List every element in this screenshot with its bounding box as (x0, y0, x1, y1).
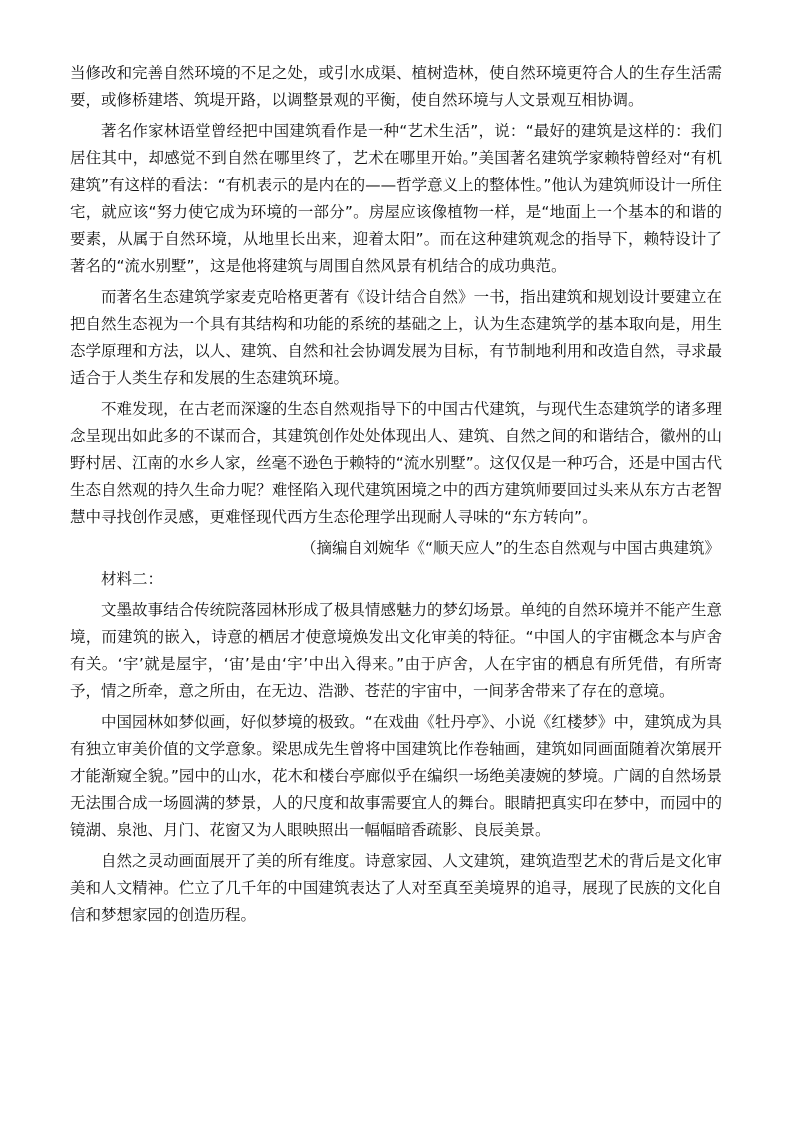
material-two-label: 材料二： (101, 570, 164, 588)
paragraph-ancient-architecture: 不难发现，在古老而深邃的生态自然观指导下的中国古代建筑，与现代生态建筑学的诸多理念呈现出如此多的不谋而合，其建筑创作处处体现出人、建筑、自然之间的和谐结合，徽州的山野村居、江南的水乡人家，丝毫不逊色于赖特的“流水别墅”。这仅仅是一种巧合，还是中国古代生态自然观的持久生命力呢？难怪陷入现代建筑困境之中的西方建筑师要回过头来从东方古老智慧中寻找创作灵感，更难怪现代西方生态伦理学出现耐人寻味的“东方转向”。 (70, 400, 722, 526)
document-page (70, 60, 722, 933)
source-citation: （摘编自刘婉华《“顺天应人”的生态自然观与中国古典建筑》 (300, 539, 720, 557)
paragraph-conclusion: 自然之灵动画面展开了美的所有维度。诗意家园、人文建筑，建筑造型艺术的背后是文化审美和人文精神。伫立了几千年的中国建筑表达了人对至真至美境界的追寻，展现了民族的文化自信和梦想家园的创造历程。 (70, 852, 722, 924)
paragraph-continuation: 当修改和完善自然环境的不足之处，或引水成渠、植树造林，使自然环境更符合人的生存生活需要，或修桥建塔、筑堤开路，以调整景观的平衡，使自然环境与人文景观互相协调。 (70, 64, 722, 109)
paragraph-lin-yutang-wright: 著名作家林语堂曾经把中国建筑看作是一种“艺术生活”，说：“最好的建筑是这样的：我们居住其中，却感觉不到自然在哪里终了，艺术在哪里开始。”美国著名建筑学家赖特曾经对“有机建筑”有这样的看法：“有机表示的是内在的——哲学意义上的整体性。”他认为建筑师设计一所住宅，就应该“努力使它成为环境的一部分”。房屋应该像植物一样，是“地面上一个基本的和谐的要素，从属于自然环境，从地里长出来，迎着太阳”。而在这种建筑观念的指导下，赖特设计了著名的“流水别墅”，这是他将建筑与周围自然风景有机结合的成功典范。 (70, 122, 722, 275)
paragraph-dreamlike-gardens: 中国园林如梦似画，好似梦境的极致。“在戏曲《牡丹亭》、小说《红楼梦》中，建筑成为具有独立审美价值的文学意象。梁思成先生曾将中国建筑比作卷轴画，建筑如同画面随着次第展开才能渐窥全貌。”园中的山水，花木和楼台亭廊似乎在编织一场绝美凄婉的梦境。广阔的自然场景无法围合成一场圆满的梦景，人的尺度和故事需要宜人的舞台。眼睛把真实印在梦中，而园中的镜湖、泉池、月门、花窗又为人眼映照出一幅幅暗香疏影、良辰美景。 (70, 713, 722, 839)
paragraph-courtyard-gardens: 文墨故事结合传统院落园林形成了极具情感魅力的梦幻场景。单纯的自然环境并不能产生意境，而建筑的嵌入，诗意的栖居才使意境焕发出文化审美的特征。“中国人的宇宙概念本与庐舍有关。‘宇’就是屋宇，‘宙’是由‘宇’中出入得来。”由于庐舍，人在宇宙的栖息有所凭借，有所寄予，情之所牵，意之所由，在无边、浩渺、苍茫的宇宙中，一间茅舍带来了存在的意境。 (70, 601, 722, 700)
paragraph-mcharg: 而著名生态建筑学家麦克哈格更著有《设计结合自然》一书，指出建筑和规划设计要建立在把自然生态视为一个具有其结构和功能的系统的基础之上，认为生态建筑学的基本取向是，用生态学原理和方法，以人、建筑、自然和社会协调发展为目标，有节制地利用和改造自然，寻求最适合于人类生存和发展的生态建筑环境。 (70, 288, 722, 387)
